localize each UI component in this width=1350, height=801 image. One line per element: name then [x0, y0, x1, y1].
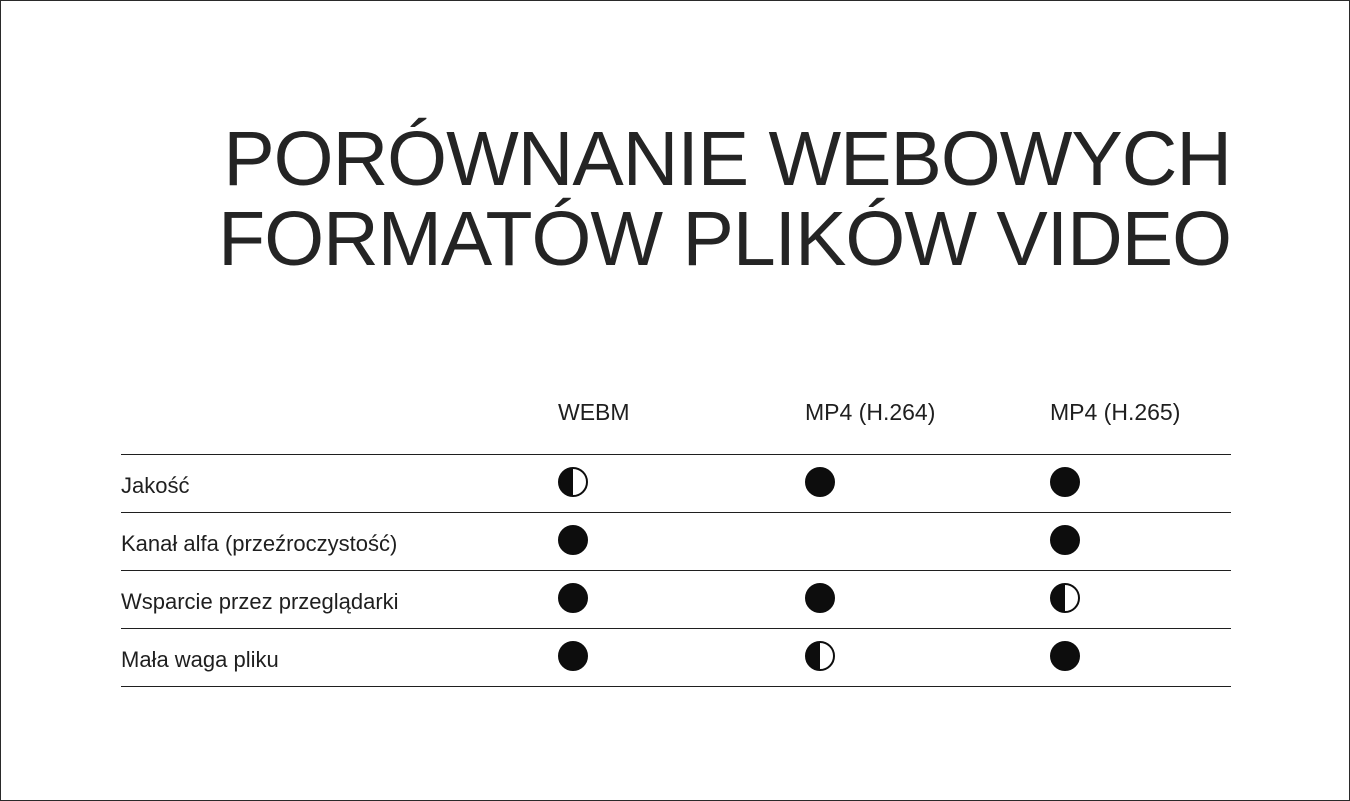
rating-cell	[1050, 525, 1080, 555]
column-header-mp4-h264: MP4 (H.264)	[805, 399, 936, 425]
rating-cell	[1050, 583, 1080, 613]
table-row	[121, 455, 1231, 513]
filled-circle-icon	[805, 583, 835, 613]
table-header-row	[121, 381, 1231, 455]
rating-cell	[558, 583, 588, 613]
column-header-mp4-h265: MP4 (H.265)	[1050, 399, 1181, 425]
row-label-alpha-channel: Kanał alfa (przeźroczystość)	[121, 531, 398, 556]
filled-circle-icon	[558, 525, 588, 555]
row-label-small-file-size: Mała waga pliku	[121, 647, 279, 672]
page-title	[218, 116, 1231, 282]
filled-circle-icon	[558, 641, 588, 671]
comparison-table	[121, 381, 1231, 687]
rating-cell	[558, 525, 588, 555]
filled-circle-icon	[1050, 641, 1080, 671]
rating-cell	[805, 525, 835, 555]
row-label-quality: Jakość	[121, 473, 190, 498]
rating-cell	[558, 641, 588, 671]
filled-circle-icon	[1050, 525, 1080, 555]
filled-circle-icon	[805, 467, 835, 497]
rating-cell	[805, 641, 835, 671]
half-filled-circle-icon	[1050, 583, 1080, 613]
rating-cell	[805, 467, 835, 497]
table-row	[121, 513, 1231, 571]
page-title-line-2: FORMATÓW PLIKÓW VIDEO	[218, 196, 1231, 282]
row-label-browser-support: Wsparcie przez przeglądarki	[121, 589, 399, 614]
half-filled-circle-icon	[558, 467, 588, 497]
table-row	[121, 571, 1231, 629]
rating-cell	[1050, 641, 1080, 671]
table-row	[121, 629, 1231, 687]
column-header-webm: WEBM	[558, 399, 630, 425]
filled-circle-icon	[1050, 467, 1080, 497]
filled-circle-icon	[558, 583, 588, 613]
rating-cell	[805, 583, 835, 613]
rating-cell	[558, 467, 588, 497]
page-title-line-1: PORÓWNANIE WEBOWYCH	[223, 116, 1231, 202]
half-filled-circle-icon	[805, 641, 835, 671]
rating-cell	[1050, 467, 1080, 497]
